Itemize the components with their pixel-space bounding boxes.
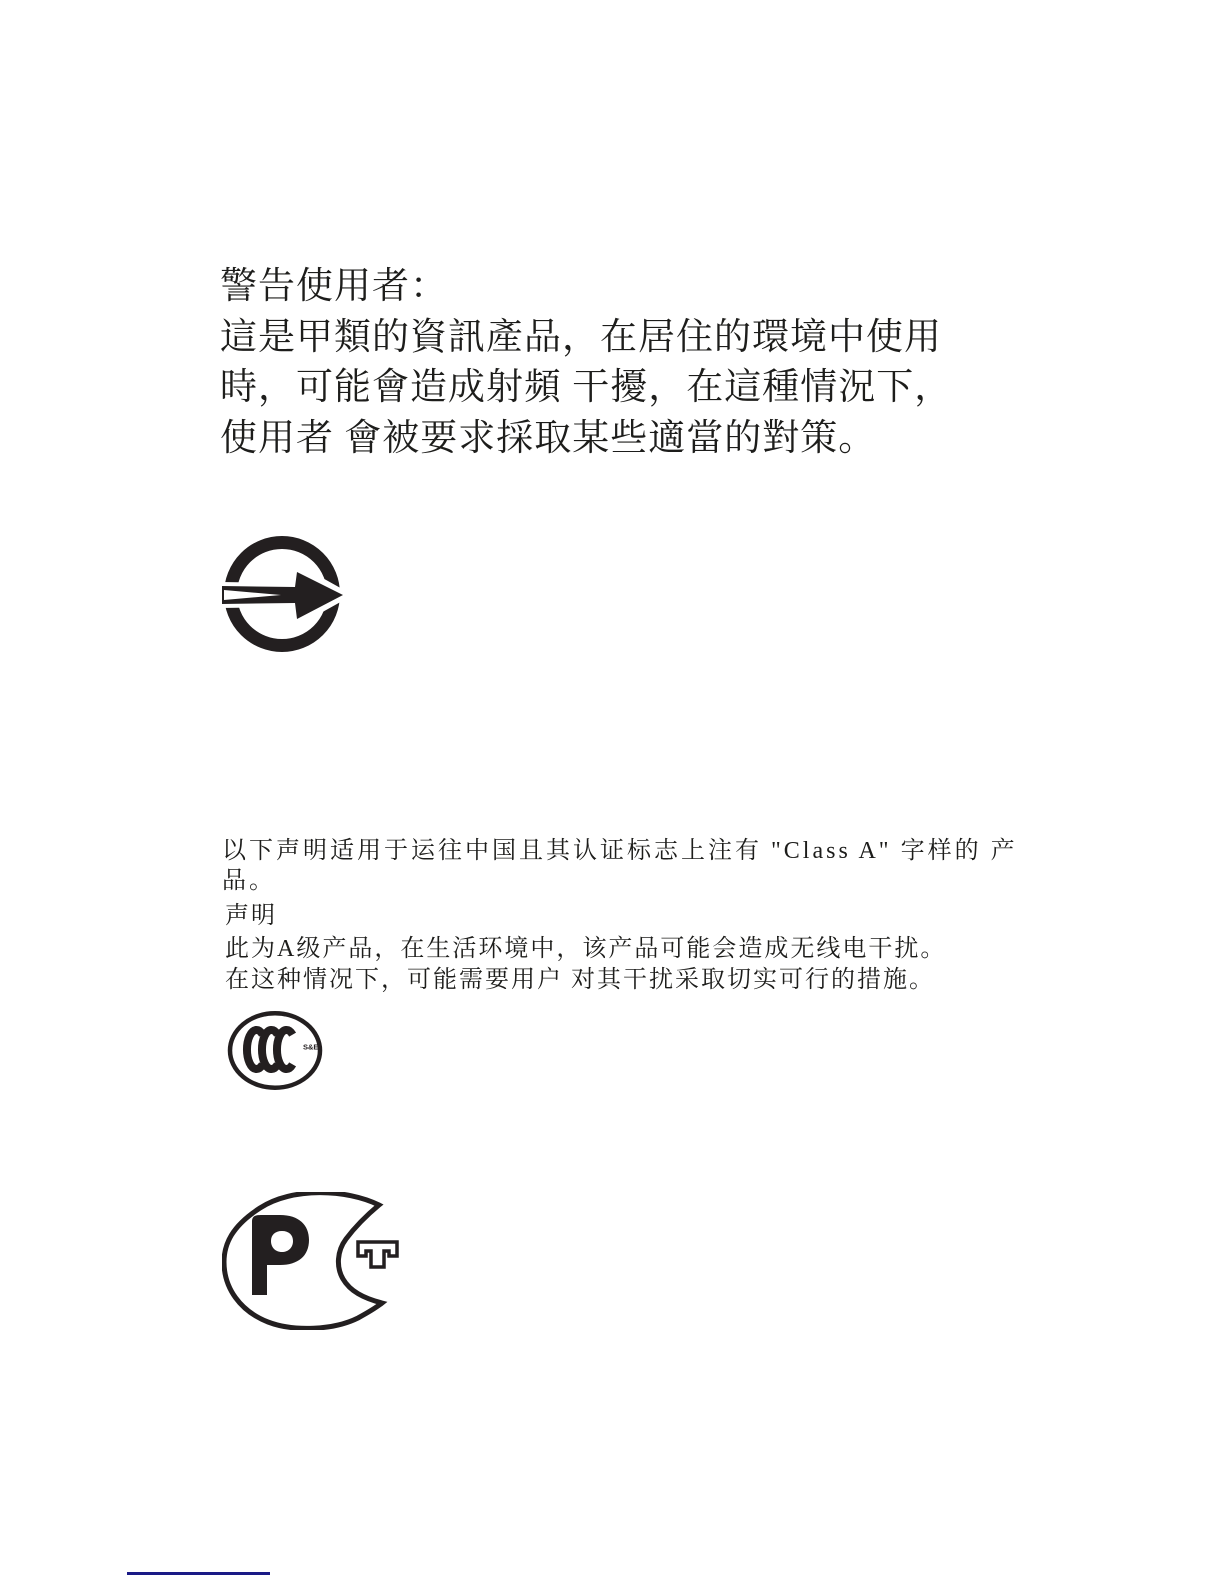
statement-block — [225, 901, 985, 997]
statement-line: 在这种情况下，可能需要用户 对其干扰采取切实可行的措施。 — [225, 967, 935, 993]
ccc-mark-icon — [226, 1009, 324, 1091]
pct-gost-r-mark-icon — [222, 1192, 400, 1330]
statement-line: 此为A级产品，在生活环境中，该产品可能会造成无线电干扰。 — [225, 935, 947, 962]
warning-line: 使用者 會被要求採取某些適當的對策。 — [220, 417, 877, 459]
ccc-suffix-label: S&E — [303, 1042, 319, 1052]
warning-text-block — [220, 262, 1010, 464]
warning-line: 這是甲類的資訊產品，在居住的環境中使用 — [220, 316, 942, 358]
bsmi-mark-icon — [221, 536, 345, 652]
footer-divider-line — [127, 1572, 270, 1575]
warning-line: 警告使用者： — [220, 266, 448, 307]
warning-line: 時，可能會造成射頻 干擾，在這種情況下， — [220, 367, 953, 408]
china-notice-text: 以下声明适用于运往中国且其认证标志上注有 "Class A" 字样的 产品。 — [222, 838, 1018, 894]
statement-title: 声明 — [225, 903, 277, 929]
